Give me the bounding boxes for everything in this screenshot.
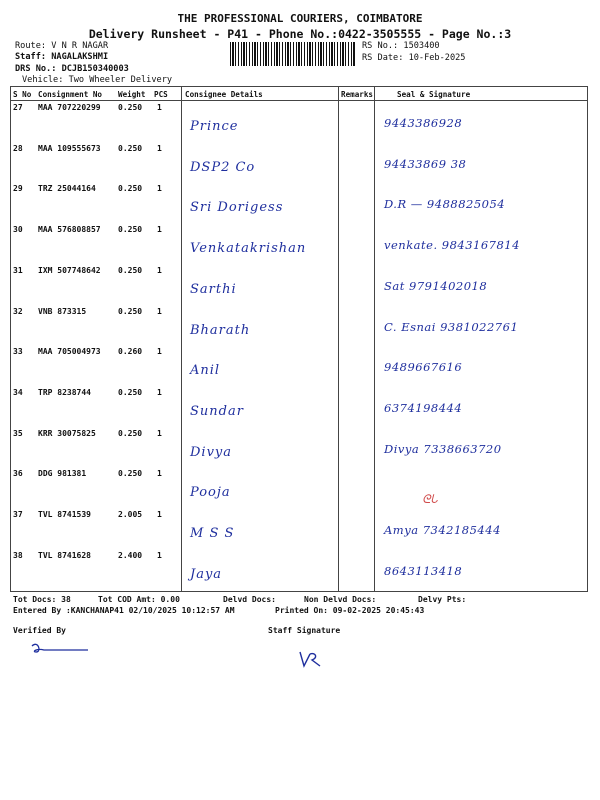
row-consignment-no: MAA 109555673	[38, 143, 101, 153]
route-label: Route: V N R NAGAR	[15, 41, 109, 51]
row-consignee-handwritten: Sarthi	[190, 281, 237, 297]
row-consignee-handwritten: Sundar	[190, 403, 244, 419]
row-sno: 27	[13, 103, 23, 112]
row-pcs: 1	[157, 469, 162, 479]
table-bottom-border	[10, 591, 588, 592]
row-sno: 28	[13, 143, 23, 153]
table-top-border	[10, 86, 588, 87]
col-header-weight: Weight	[118, 90, 146, 99]
row-pcs: 1	[157, 143, 162, 153]
row-sno: 29	[13, 184, 23, 194]
col-header-pcs: PCS	[154, 90, 168, 99]
company-title: THE PROFESSIONAL COURIERS, COIMBATORE	[177, 12, 423, 25]
row-sno: 34	[13, 387, 23, 397]
row-weight: 2.005	[118, 510, 143, 519]
col-header-consignment: Consignment No	[38, 90, 103, 99]
row-weight: 0.250	[118, 306, 143, 316]
row-sno: 36	[13, 469, 23, 479]
row-sno: 31	[13, 265, 23, 275]
row-pcs: 1	[157, 550, 162, 560]
row-consignment-no: MAA 707220299	[38, 103, 101, 112]
stamp-mark: ᘓᒐ	[422, 492, 438, 506]
printed-on: Printed On: 09-02-2025 20:45:43	[275, 606, 425, 615]
row-pcs: 1	[157, 387, 162, 397]
tot-cod-amount: Tot COD Amt: 0.00	[98, 595, 180, 604]
row-consignee-handwritten: Jaya	[190, 566, 223, 582]
row-consignee-handwritten: Divya	[190, 444, 233, 460]
row-consignee-handwritten: Venkatakrishan	[190, 241, 307, 257]
non-delivered-docs: Non Delvd Docs:	[304, 595, 377, 604]
barcode-image	[230, 42, 356, 66]
row-consignee-handwritten: Sri Dorigess	[190, 200, 284, 216]
row-pcs: 1	[157, 184, 162, 194]
row-seal-signature-handwritten: 8643113418	[384, 563, 463, 578]
verified-signature	[28, 638, 98, 660]
staff-signature	[296, 648, 336, 672]
remarks-column-divider	[338, 86, 339, 591]
row-seal-signature-handwritten: Amya 7342185444	[384, 523, 501, 537]
seal-column-divider	[374, 86, 375, 591]
delivered-docs: Delvd Docs:	[223, 595, 276, 604]
row-weight: 0.250	[118, 225, 143, 235]
verified-by-label: Verified By	[13, 626, 66, 635]
row-weight: 0.250	[118, 103, 143, 112]
row-sno: 38	[13, 550, 23, 560]
row-seal-signature-handwritten: Sat 9791402018	[384, 278, 488, 293]
row-pcs: 1	[157, 347, 162, 357]
consignee-column-divider	[181, 86, 182, 591]
row-seal-signature-handwritten: Divya 7338663720	[384, 441, 502, 456]
row-sno: 32	[13, 306, 23, 316]
table-left-border	[10, 86, 11, 591]
tot-docs: Tot Docs: 38	[13, 595, 71, 604]
row-seal-signature-handwritten: D.R — 9488825054	[384, 197, 506, 212]
row-consignee-handwritten: DSP2 Co	[190, 159, 256, 175]
row-weight: 0.260	[118, 347, 143, 357]
col-header-sno: S No	[13, 90, 32, 99]
row-sno: 37	[13, 510, 23, 519]
vehicle-label: Vehicle: Two Wheeler Delivery	[22, 75, 173, 85]
row-seal-signature-handwritten: 9443386928	[384, 116, 463, 130]
row-weight: 0.250	[118, 428, 143, 438]
row-consignee-handwritten: Pooja	[190, 485, 231, 501]
drs-label: DRS No.: DCJB150340003	[15, 64, 129, 74]
row-consignment-no: TRP 8238744	[38, 387, 91, 397]
row-seal-signature-handwritten: 94433869 38	[384, 156, 467, 171]
row-weight: 0.250	[118, 469, 143, 479]
row-consignment-no: KRR 30075825	[38, 428, 96, 438]
row-consignment-no: TVL 8741628	[38, 550, 91, 560]
delivery-points: Delvy Pts:	[418, 595, 467, 604]
staff-signature-label: Staff Signature	[268, 626, 341, 635]
row-seal-signature-handwritten: 6374198444	[384, 400, 463, 415]
row-consignment-no: VNB 873315	[38, 306, 87, 316]
row-consignee-handwritten: Anil	[190, 363, 221, 379]
row-weight: 0.250	[118, 265, 143, 275]
row-consignment-no: DDG 981381	[38, 469, 87, 479]
row-consignment-no: TRZ 25044164	[38, 184, 96, 194]
row-sno: 33	[13, 347, 23, 357]
row-pcs: 1	[157, 103, 162, 112]
row-weight: 2.400	[118, 550, 143, 560]
row-pcs: 1	[157, 306, 162, 316]
row-seal-signature-handwritten: C. Esnai 9381022761	[384, 319, 519, 334]
row-seal-signature-handwritten: 9489667616	[384, 360, 463, 375]
row-consignment-no: TVL 8741539	[38, 510, 91, 519]
col-header-seal: Seal & Signature	[397, 90, 471, 99]
row-pcs: 1	[157, 428, 162, 438]
row-pcs: 1	[157, 265, 162, 275]
table-right-border	[587, 86, 588, 591]
row-consignee-handwritten: Bharath	[190, 322, 251, 338]
entered-by: Entered By :KANCHANAP41 02/10/2025 10:12:57 AM	[13, 606, 235, 615]
row-sno: 35	[13, 428, 23, 438]
row-seal-signature-handwritten: venkate. 9843167814	[384, 238, 520, 253]
row-weight: 0.250	[118, 184, 143, 194]
row-consignment-no: IXM 507748642	[38, 265, 101, 275]
col-header-consignee: Consignee Details	[185, 90, 263, 99]
row-consignment-no: MAA 705004973	[38, 347, 101, 357]
table-header-divider	[10, 100, 588, 101]
row-pcs: 1	[157, 225, 162, 235]
staff-label: Staff: NAGALAKSHMI	[15, 52, 109, 62]
row-weight: 0.250	[118, 143, 143, 153]
runsheet-subtitle: Delivery Runsheet - P41 - Phone No.:0422-3505555 - Page No.:3	[88, 27, 512, 41]
row-pcs: 1	[157, 510, 162, 519]
col-header-remarks: Remarks	[341, 90, 374, 99]
row-consignee-handwritten: Prince	[190, 119, 239, 134]
rs-date: RS Date: 10-Feb-2025	[362, 53, 466, 63]
row-sno: 30	[13, 225, 23, 235]
row-weight: 0.250	[118, 387, 143, 397]
row-consignee-handwritten: M S S	[190, 526, 235, 541]
row-consignment-no: MAA 576808857	[38, 225, 101, 235]
rs-number: RS No.: 1503400	[362, 41, 440, 51]
